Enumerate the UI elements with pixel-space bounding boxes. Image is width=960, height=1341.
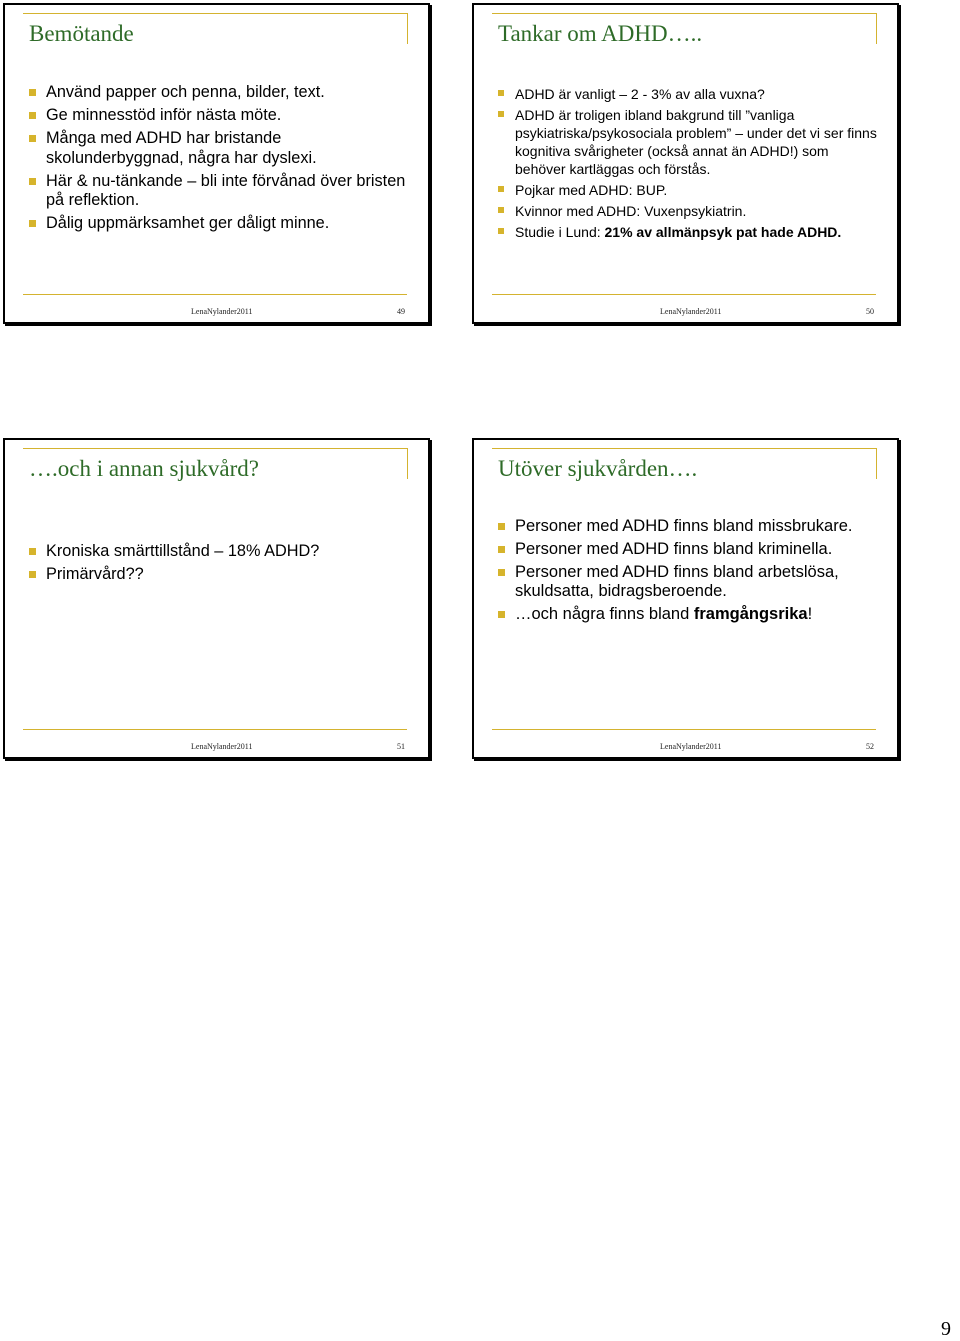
footer-author: LenaNylander2011 [660, 742, 722, 751]
list-item: Ge minnesstöd inför nästa möte. [29, 106, 409, 126]
list-item: Kroniska smärttillstånd – 18% ADHD? [29, 542, 409, 562]
slide-49 [3, 3, 430, 324]
footer-rule [23, 294, 407, 295]
slide-number: 49 [397, 307, 405, 316]
slide-50 [472, 3, 899, 324]
slide-title: Tankar om ADHD….. [498, 21, 703, 46]
square-bullet-icon [29, 548, 36, 555]
square-bullet-icon [498, 523, 505, 530]
square-bullet-icon [29, 178, 36, 185]
list-item: Personer med ADHD finns bland kriminella. [498, 540, 878, 559]
square-bullet-icon [29, 220, 36, 227]
list-item: Kvinnor med ADHD: Vuxenpsykiatrin. [498, 202, 878, 220]
slide-number: 51 [397, 742, 405, 751]
square-bullet-icon [498, 207, 504, 213]
square-bullet-icon [498, 228, 504, 234]
list-item: Personer med ADHD finns bland arbetslösa, skuldsatta, bidragsberoende. [498, 563, 878, 601]
square-bullet-icon [498, 546, 505, 553]
slide-title: Utöver sjukvården…. [498, 456, 698, 481]
list-item: Studie i Lund: 21% av allmänpsyk pat hade ADHD. [498, 223, 878, 241]
list-item: Primärvård?? [29, 565, 409, 585]
bullet-list [498, 85, 878, 244]
slide-title: Bemötande [29, 21, 134, 46]
square-bullet-icon [498, 111, 504, 117]
square-bullet-icon [29, 135, 36, 142]
list-item: ADHD är troligen ibland bakgrund till ”vanliga psykiatriska/psykosociala problem” – under det vi ser finns kognitiva svårigheter (också annat än ADHD!) som behöver kartläggas och förstås. [498, 106, 878, 178]
bullet-list [498, 517, 878, 628]
square-bullet-icon [29, 112, 36, 119]
list-item: Pojkar med ADHD: BUP. [498, 181, 878, 199]
square-bullet-icon [498, 90, 504, 96]
list-item: Använd papper och penna, bilder, text. [29, 83, 409, 103]
slide-51 [3, 438, 430, 759]
square-bullet-icon [498, 611, 505, 618]
list-item: Personer med ADHD finns bland missbrukare. [498, 517, 878, 536]
slide-number: 52 [866, 742, 874, 751]
list-item: Många med ADHD har bristande skolunderbyggnad, några har dyslexi. [29, 129, 409, 168]
footer-author: LenaNylander2011 [660, 307, 722, 316]
list-item: Dålig uppmärksamhet ger dåligt minne. [29, 214, 409, 234]
footer-rule [23, 729, 407, 730]
list-item: ADHD är vanligt – 2 - 3% av alla vuxna? [498, 85, 878, 103]
bullet-list [29, 83, 409, 237]
footer-author: LenaNylander2011 [191, 307, 253, 316]
square-bullet-icon [498, 569, 505, 576]
page-number: 9 [941, 1318, 951, 1340]
footer-author: LenaNylander2011 [191, 742, 253, 751]
bullet-list [29, 542, 409, 588]
footer-rule [492, 729, 876, 730]
square-bullet-icon [29, 89, 36, 96]
slide-number: 50 [866, 307, 874, 316]
square-bullet-icon [29, 571, 36, 578]
slide-title: ….och i annan sjukvård? [29, 456, 259, 481]
square-bullet-icon [498, 186, 504, 192]
list-item: …och några finns bland framgångsrika! [498, 605, 878, 624]
slide-52 [472, 438, 899, 759]
footer-rule [492, 294, 876, 295]
list-item: Här & nu-tänkande – bli inte förvånad över bristen på reflektion. [29, 172, 409, 211]
